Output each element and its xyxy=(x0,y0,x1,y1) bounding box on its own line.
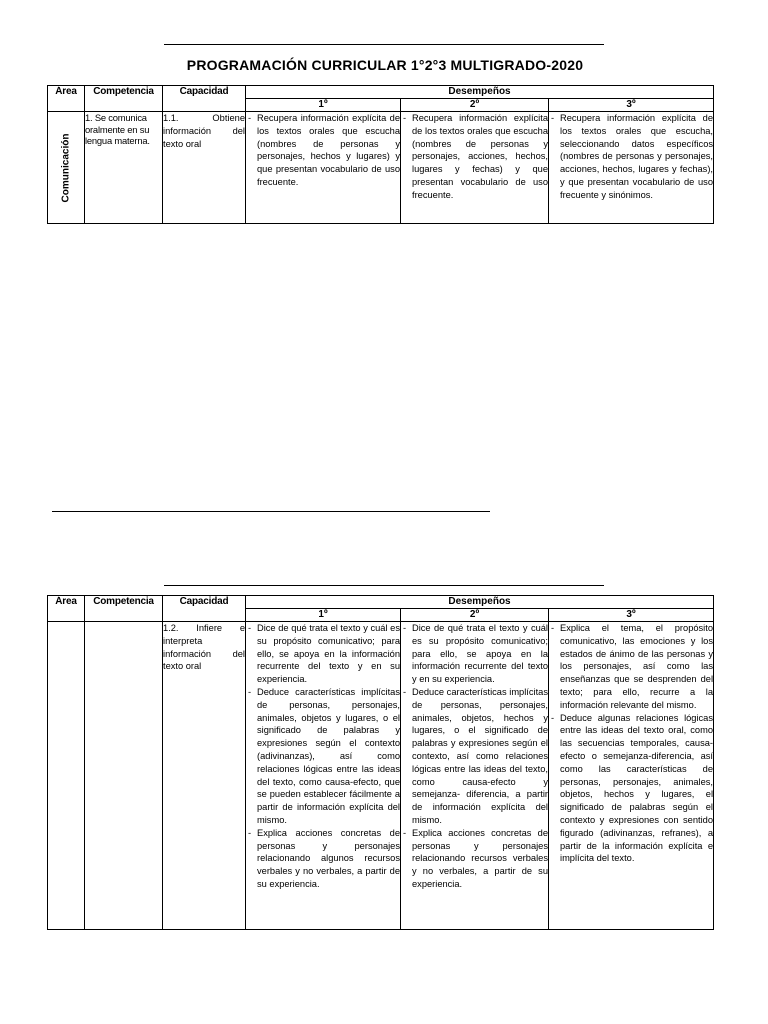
area-cell xyxy=(48,112,85,224)
competencia-cell xyxy=(85,622,163,930)
page-title: PROGRAMACIÓN CURRICULAR 1°2°3 MULTIGRADO-2020 xyxy=(186,57,584,73)
header-grade-3: 3º xyxy=(549,99,714,112)
competencia-cell: 1. Se comunica oralmente en su lengua materna. xyxy=(85,112,163,224)
top-rule xyxy=(164,44,604,45)
desempeno-list xyxy=(401,622,548,891)
desempeno-list xyxy=(549,622,713,865)
header-desempenos: Desempeños xyxy=(246,596,714,609)
desempeno-item: - Recupera información explícita de los textos orales que escucha, seleccionando datos específicos (nombres de personas y personajes, acciones, hechos, lugares y fechas), y que presentan vocabulario de uso frecuente y sinónimos. xyxy=(549,112,713,202)
capacidad-text: 1.2. Infiere e interpreta información del texto oral xyxy=(163,623,245,672)
desempeno-grade-1 xyxy=(246,622,401,930)
header-area: Área xyxy=(48,86,85,112)
capacidad-cell xyxy=(163,112,246,224)
header-capacidad: Capacidad xyxy=(163,86,246,112)
desempeno-grade-2 xyxy=(401,112,549,224)
area-cell xyxy=(48,622,85,930)
desempeno-item: - Recupera información explícita de los textos orales que escucha (nombres de personas y personajes, hechos y lugares) y que presentan vocabulario de uso frecuente. xyxy=(246,112,400,189)
header-capacidad: Capacidad xyxy=(163,596,246,622)
desempeno-grade-3 xyxy=(549,622,714,930)
desempeno-list xyxy=(246,112,400,189)
header-competencia: Competencia xyxy=(85,86,163,112)
page-separator-rule xyxy=(52,511,490,512)
capacidad-text: 1.1. Obtiene información del texto oral xyxy=(163,113,245,149)
header-grade-1: 1º xyxy=(246,609,401,622)
top-rule-2 xyxy=(164,585,604,586)
curriculum-table-1 xyxy=(47,85,714,224)
desempeno-item: - Explica el tema, el propósito comunicativo, las emociones y los estados de ánimo de las personas y los personajes, así como las enseñanzas que se desprenden del texto; para ello, recurre a la información relevante del mismo. xyxy=(549,622,713,712)
area-label: Comunicación xyxy=(60,133,72,202)
desempeno-grade-3 xyxy=(549,112,714,224)
desempeno-item: - Explica acciones concretas de personas y personajes relacionando algunos recursos verbales y no verbales, a partir de su experiencia. xyxy=(246,827,400,891)
desempeno-item: - Dice de qué trata el texto y cuál es su propósito comunicativo; para ello, se apoya en la información recurrente del texto y en su experiencia. xyxy=(401,622,548,686)
header-competencia: Competencia xyxy=(85,596,163,622)
header-area: Área xyxy=(48,596,85,622)
desempeno-item: - Deduce algunas relaciones lógicas entre las ideas del texto oral, como las secuencias temporales, causa- efecto o semejanza-diferencia, así como las características de personas, personajes, animales, objetos, hechos y lugares, el significado de palabras según el contexto y expresiones con sentido figurado (adivinanzas, refranes), a partir de la información explícita e implícita del texto. xyxy=(549,712,713,866)
desempeno-list xyxy=(549,112,713,202)
desempeno-item: - Explica acciones concretas de personas y personajes relacionando recursos verbales y no verbales, a partir de su experiencia. xyxy=(401,827,548,891)
header-grade-1: 1º xyxy=(246,99,401,112)
header-grade-3: 3º xyxy=(549,609,714,622)
desempeno-grade-1 xyxy=(246,112,401,224)
desempeno-item: - Recupera información explícita de los textos orales que escucha (nombres de personas y personajes, acciones, hechos, lugares y fechas) y que presentan vocabulario de uso frecuente. xyxy=(401,112,548,202)
desempeno-grade-2 xyxy=(401,622,549,930)
header-grade-2: 2º xyxy=(401,609,549,622)
desempeno-item: - Deduce características implícitas de personas, personajes, animales, objetos y lugares, o el significado de palabras y expresiones según el contexto (adivinanzas), así como relaciones lógicas entre las ideas del texto, como causa-efecto, que se pueden establecer fácilmente a partir de información explícita del mismo. xyxy=(246,686,400,827)
curriculum-table-2 xyxy=(47,595,714,930)
desempeno-item: - Deduce características implícitas de personas, personajes, animales, objetos, hechos y lugares, o el significado de palabras y expresiones según el contexto, así como relaciones lógicas entre las ideas del texto, como causa-efecto y semejanza- diferencia, a partir de información explícita del mismo. xyxy=(401,686,548,827)
desempeno-list xyxy=(246,622,400,891)
desempeno-list xyxy=(401,112,548,202)
capacidad-cell xyxy=(163,622,246,930)
desempeno-item: - Dice de qué trata el texto y cuál es su propósito comunicativo; para ello, se apoya en la información recurrente del texto y en su experiencia. xyxy=(246,622,400,686)
header-desempenos: Desempeños xyxy=(246,86,714,99)
header-grade-2: 2º xyxy=(401,99,549,112)
